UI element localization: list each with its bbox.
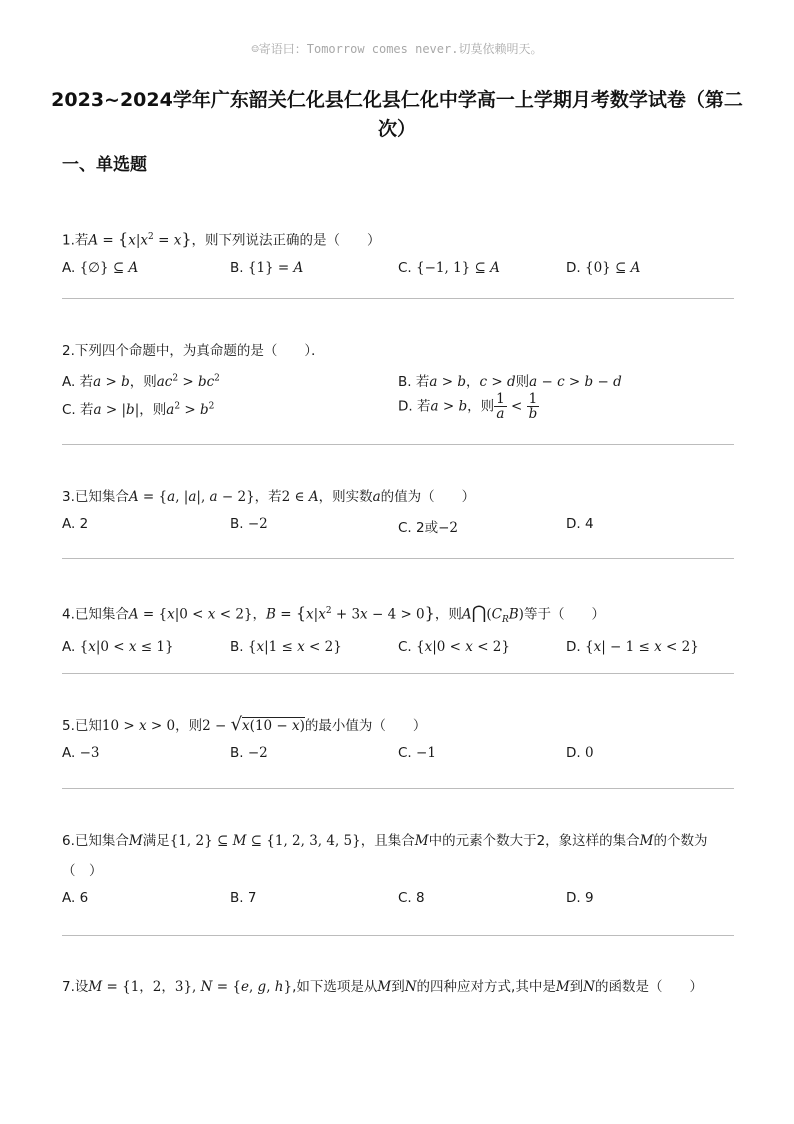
question-5 [62, 714, 734, 767]
option-c[interactable]: C. {−1, 1} ⊆ A [398, 259, 500, 276]
divider [62, 788, 734, 789]
question-7 [62, 976, 734, 998]
option-c[interactable]: C. 8 [398, 890, 425, 906]
question-6 [62, 830, 734, 912]
question-6-stem-continued: （ ） [62, 863, 103, 879]
divider [62, 673, 734, 674]
question-2-options-row-1 [62, 370, 734, 392]
section-heading: 一、单选题 [62, 155, 147, 175]
option-d[interactable]: D. 4 [566, 516, 594, 532]
option-d[interactable]: D. 9 [566, 890, 594, 906]
option-d[interactable]: D. {0} ⊆ A [566, 259, 641, 276]
option-d[interactable]: D. 0 [566, 745, 594, 761]
question-4-options [62, 639, 734, 661]
page-title: 2023~2024学年广东韶关仁化县仁化县仁化中学高一上学期月考数学试卷（第二次） [51, 89, 743, 140]
question-6-options [62, 890, 734, 912]
option-a[interactable]: A. {x|0 < x ≤ 1} [62, 639, 174, 656]
option-b[interactable]: B. 7 [230, 890, 257, 906]
option-c[interactable]: C. 若a > |b|，则$a^2 > b^2$ [62, 401, 215, 418]
question-3-options [62, 516, 734, 538]
option-d[interactable]: D. 若a > b，则 $\frac{1}{a}$ < $\frac{1}{b}$ [398, 391, 538, 422]
question-2-options-row-2 [62, 391, 734, 428]
option-c[interactable]: C. 2或−2 [398, 520, 459, 536]
option-a[interactable]: A. 若a > b，则$ac^2 > bc^2$ [62, 373, 220, 390]
question-2-stem: 2.下列四个命题中，为真命题的是（ ）． [62, 343, 325, 359]
question-1-options [62, 260, 734, 282]
option-a[interactable]: A. {∅} ⊆ A [62, 259, 139, 276]
divider [62, 298, 734, 299]
option-b[interactable]: B. 若a > b，c > d则a − c > b − d [398, 374, 622, 390]
option-b[interactable]: B. {x|1 ≤ x < 2} [230, 639, 342, 656]
option-a[interactable]: A. 2 [62, 516, 89, 532]
divider [62, 935, 734, 936]
question-6-stem: 6.已知集合M满足{1, 2} ⊆ M ⊆ {1, 2, 3, 4, 5}，且集合M中的元素个数大于2，象这样的集合M的个数为 [62, 833, 708, 849]
question-4 [62, 600, 734, 661]
option-c[interactable]: C. {x|0 < x < 2} [398, 639, 510, 656]
question-3-stem: 3.已知集合A = {a, |a|, a − 2}，若2 ∈ A，则实数a的值为（ ） [62, 489, 476, 505]
question-5-options [62, 745, 734, 767]
question-7-stem: 7.设M = {1，2，3}, N = {e, g, h},如下选项是从M到N的四种应对方式,其中是M到N的函数是（ ） [62, 979, 703, 995]
question-3 [62, 486, 734, 538]
option-b[interactable]: B. −2 [230, 745, 268, 761]
divider [62, 558, 734, 559]
question-5-stem: 5.已知10 > x > 0，则2 − √x(10 − x)的最小值为（ ） [62, 714, 427, 735]
watermark: ☺寄语曰：Tomorrow comes never.切莫依赖明天。 [251, 42, 543, 56]
question-2 [62, 340, 734, 428]
divider [62, 444, 734, 445]
option-a[interactable]: A. −3 [62, 745, 100, 761]
option-c[interactable]: C. −1 [398, 745, 436, 761]
option-b[interactable]: B. −2 [230, 516, 268, 532]
question-1-stem: 1.若$A = \{x|x^2 = x\}$，则下列说法正确的是（ ） [62, 229, 381, 249]
option-d[interactable]: D. {x| − 1 ≤ x < 2} [566, 639, 699, 656]
option-b[interactable]: B. {1} = A [230, 259, 304, 276]
question-1 [62, 226, 734, 282]
option-a[interactable]: A. 6 [62, 890, 89, 906]
question-4-stem: 4.已知集合A = {x|0 < x < 2}，$B = \{x|x^2 + 3x - 4 > 0\}$，则$A⋂(C_RB)$等于（ ） [62, 602, 605, 626]
